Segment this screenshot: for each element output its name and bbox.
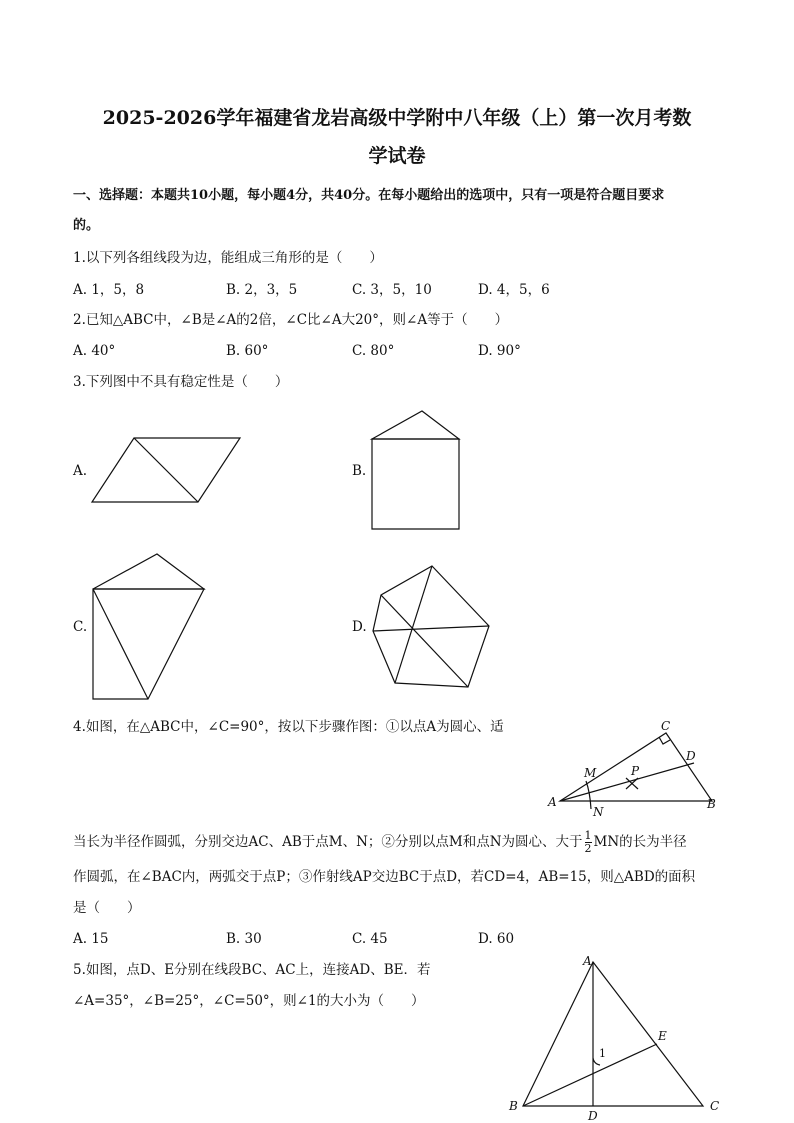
figure4-point-m: M xyxy=(584,766,597,780)
question-4-stem-line1: 4.如图，在△ABC中，∠C=90°，按以下步骤作图：①以点A为圆心、适 xyxy=(73,719,504,735)
question-5-stem-line2: ∠A=35°，∠B=25°，∠C=50°，则∠1的大小为（ ） xyxy=(73,993,425,1009)
question-3-option-b-label[interactable]: B. xyxy=(352,463,367,479)
question-3-option-d-label[interactable]: D. xyxy=(352,619,367,635)
exam-title-line2: 学试卷 xyxy=(368,145,426,167)
divided-pentagon-figure xyxy=(370,563,494,691)
section-header-line1: 一、选择题：本题共10小题，每小题4分，共40分。在每小题给出的选项中，只有一项是符合题目要求 xyxy=(73,188,665,203)
figure5-point-c: C xyxy=(710,1099,720,1113)
question-1-stem: 1.以下列各组线段为边，能组成三角形的是（ ） xyxy=(73,250,383,266)
question-2-option-b[interactable]: B. 60° xyxy=(226,343,269,359)
fraction-denominator: 2 xyxy=(584,842,592,855)
triangle-angle-bisector-figure xyxy=(546,718,728,818)
figure5-point-e: E xyxy=(658,1029,667,1043)
figure4-point-c: C xyxy=(661,719,671,733)
question-4-stem-line2-text: 当长为半径作圆弧，分别交边AC、AB于点M、N；②分别以点M和点N为圆心、大于 xyxy=(73,834,583,850)
question-2-stem: 2.已知△ABC中，∠B是∠A的2倍，∠C比∠A大20°，则∠A等于（ ） xyxy=(73,312,509,328)
figure5-angle-1: 1 xyxy=(599,1047,606,1060)
parallelogram-with-diagonal-figure xyxy=(90,436,244,506)
question-4-option-d[interactable]: D. 60 xyxy=(478,931,515,947)
house-shape-figure xyxy=(370,409,462,532)
question-4-stem-line4: 是（ ） xyxy=(73,900,141,916)
one-half-fraction xyxy=(585,830,592,855)
question-4-stem-line2-tail: MN的长为半径 xyxy=(593,834,687,850)
exam-title-line1: 2025-2026学年福建省龙岩高级中学附中八年级（上）第一次月考数 xyxy=(102,107,692,129)
figure5-point-a: A xyxy=(583,954,592,968)
question-3-option-a-label[interactable]: A. xyxy=(73,463,88,479)
question-4-option-a[interactable]: A. 15 xyxy=(73,931,109,947)
fraction-numerator: 1 xyxy=(584,829,592,842)
section-header-line2: 的。 xyxy=(73,218,100,233)
question-1-option-b[interactable]: B. 2，3，5 xyxy=(226,282,298,298)
question-4-stem-line2 xyxy=(73,830,687,855)
figure4-point-n: N xyxy=(593,805,604,819)
figure4-point-a: A xyxy=(548,795,557,809)
question-2-option-c[interactable]: C. 80° xyxy=(352,343,395,359)
question-4-option-c[interactable]: C. 45 xyxy=(352,931,388,947)
question-5-stem-line1: 5.如图，点D、E分别在线段BC、AC上，连接AD、BE．若 xyxy=(73,962,431,978)
triangle-intersecting-lines-figure xyxy=(506,950,722,1123)
figure5-point-d: D xyxy=(588,1109,598,1123)
question-1-option-c[interactable]: C. 3，5，10 xyxy=(352,282,432,298)
figure5-point-b: B xyxy=(509,1099,518,1113)
question-2-option-d[interactable]: D. 90° xyxy=(478,343,521,359)
question-4-option-b[interactable]: B. 30 xyxy=(226,931,262,947)
question-3-stem: 3.下列图中不具有稳定性是（ ） xyxy=(73,374,289,390)
question-2-option-a[interactable]: A. 40° xyxy=(73,343,116,359)
question-3-option-c-label[interactable]: C. xyxy=(73,619,88,635)
figure4-point-b: B xyxy=(707,797,716,811)
figure4-point-p: P xyxy=(631,764,640,778)
question-1-option-d[interactable]: D. 4，5，6 xyxy=(478,282,550,298)
triangulated-quadrilateral-figure xyxy=(90,551,208,703)
question-1-option-a[interactable]: A. 1，5，8 xyxy=(73,282,145,298)
figure4-point-d: D xyxy=(686,749,696,763)
question-4-stem-line3: 作圆弧，在∠BAC内，两弧交于点P；③作射线AP交边BC于点D，若CD=4，AB=15，则△ABD的面积 xyxy=(73,869,696,885)
